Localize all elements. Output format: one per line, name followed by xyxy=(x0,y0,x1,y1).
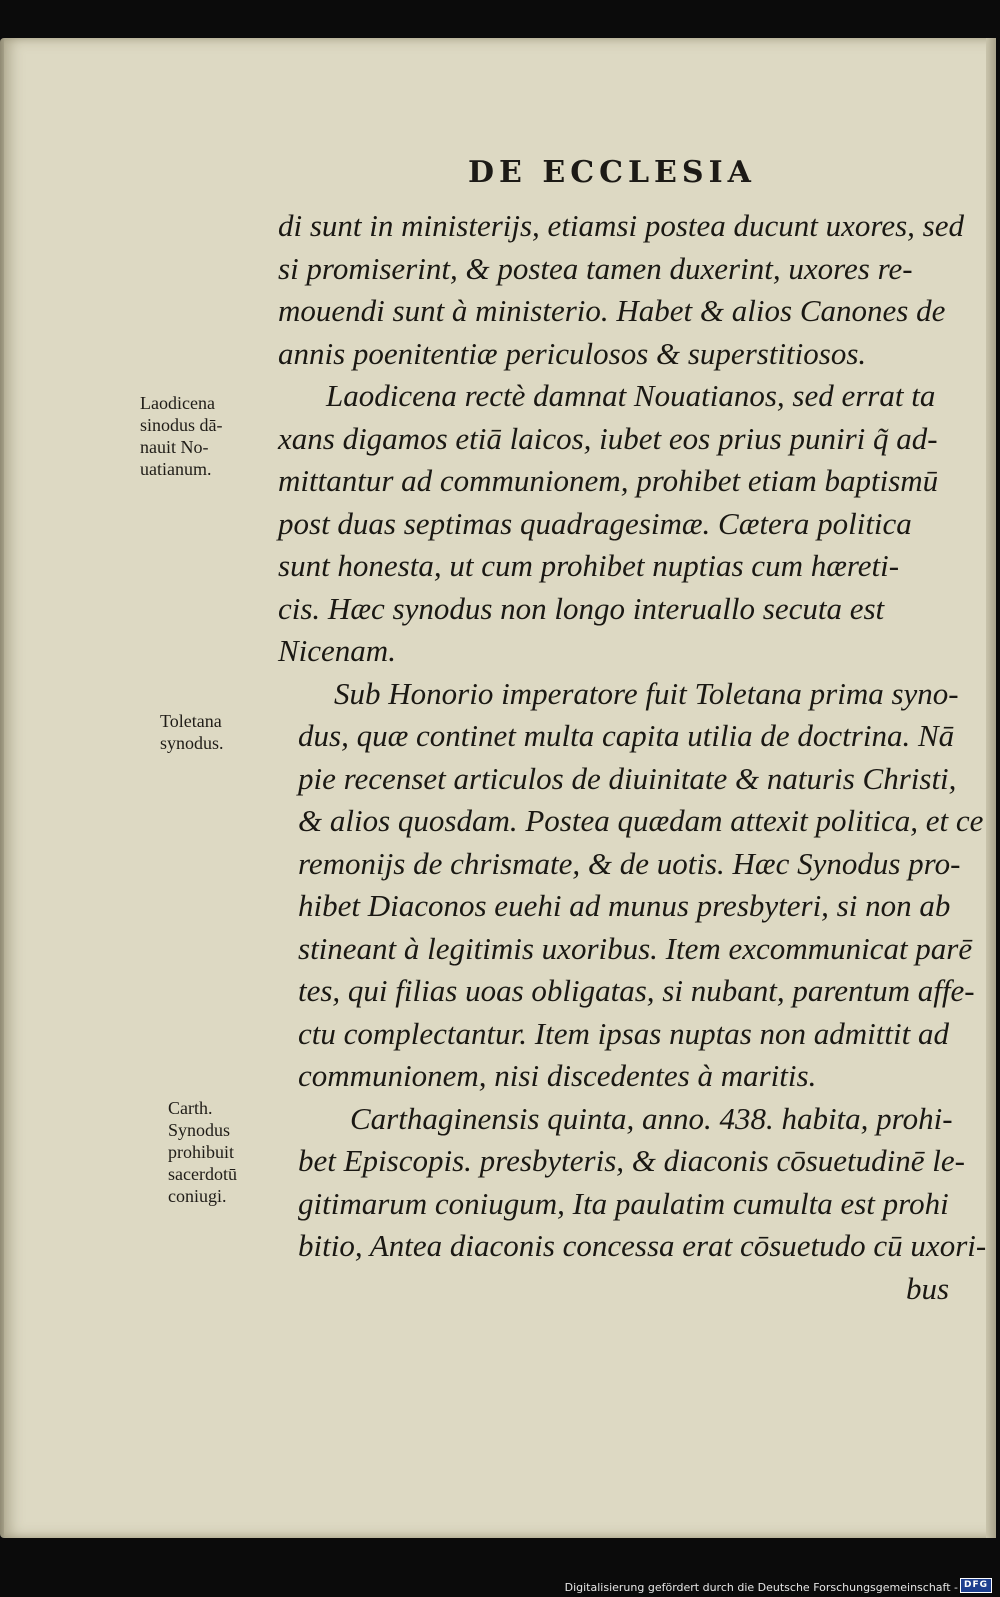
text-line: dus, quæ continet multa capita utilia de doctrina. Nā xyxy=(298,718,955,753)
margin-note-line: Carth. xyxy=(168,1098,213,1118)
text-line: Sub Honorio imperatore fuit Toletana prima syno- xyxy=(334,675,959,711)
text-line: cis. Hæc synodus non longo interuallo secuta est xyxy=(278,590,885,626)
text-line: bus xyxy=(906,1270,950,1306)
text-line: pie recenset articulos de diuinitate & naturis Christi, xyxy=(298,760,957,796)
text-line: communionem, nisi discedentes à maritis. xyxy=(298,1058,817,1093)
text-line: mouendi sunt à ministerio. Habet & alios Canones de xyxy=(278,293,946,328)
text-line: xans digamos etiā laicos, iubet eos prius puniri q̃ ad- xyxy=(278,420,938,456)
text-line: ctu complectantur. Item ipsas nuptas non admittit ad xyxy=(298,1015,949,1051)
margin-note-line: prohibuit xyxy=(168,1142,234,1162)
margin-note-line: uatianum. xyxy=(140,459,212,479)
margin-note-laodicena xyxy=(140,392,278,480)
margin-note-line: Synodus xyxy=(168,1120,231,1140)
text-line: di sunt in ministerijs, etiamsi postea ducunt uxores, sed xyxy=(278,208,964,243)
text-line: hibet Diaconos euehi ad munus presbyteri, si non ab xyxy=(298,888,951,923)
running-head: DE ECCLESIA xyxy=(468,155,756,190)
text-line: annis poenitentiæ periculosos & superstitiosos. xyxy=(278,335,867,371)
margin-note-line: Toletana xyxy=(160,711,222,731)
text-line: tes, qui filias uoas obligatas, si nubant, parentum affe- xyxy=(298,973,975,1008)
text-line: bet Episcopis. presbyteris, & diaconis cōsuetudinē le- xyxy=(298,1143,965,1178)
text-line: mittantur ad communionem, prohibet etiam baptismū xyxy=(278,463,939,498)
dfg-logo-icon: DFG xyxy=(960,1578,992,1593)
main-text-block xyxy=(278,205,987,1310)
margin-note-line: coniugi. xyxy=(168,1186,227,1206)
text-line: sunt honesta, ut cum prohibet nuptias cum hæreti- xyxy=(278,548,900,583)
text-line: gitimarum coniugum, Ita paulatim cumulta est prohi xyxy=(298,1185,949,1221)
text-line: si promiserint, & postea tamen duxerint, uxores re- xyxy=(278,250,913,286)
text-line: post duas septimas quadragesimæ. Cætera politica xyxy=(278,505,912,541)
margin-note-carth xyxy=(168,1097,306,1207)
margin-note-line: nauit No- xyxy=(140,437,209,457)
margin-note-line: sacerdotū xyxy=(168,1164,237,1184)
text-line: Nicenam. xyxy=(278,633,396,668)
margin-note-line: Laodicena xyxy=(140,393,215,413)
text-line: stineant à legitimis uxoribus. Item excommunicat parē xyxy=(298,930,973,966)
text-line: Carthaginensis quinta, anno. 438. habita, prohi- xyxy=(350,1100,953,1136)
footer-credit: Digitalisierung gefördert durch die Deutsche Forschungsgemeinschaft - xyxy=(564,1581,958,1594)
page-right-edge xyxy=(986,38,996,1538)
text-line: & alios quosdam. Postea quædam attexit politica, et ce xyxy=(298,803,984,838)
text-line: remonijs de chrismate, & de uotis. Hæc Synodus pro- xyxy=(298,845,961,881)
text-line: bitio, Antea diaconis concessa erat cōsuetudo cū uxori- xyxy=(298,1228,987,1263)
text-line: Laodicena rectè damnat Nouatianos, sed errat ta xyxy=(326,378,936,413)
footer-bar xyxy=(0,1575,1000,1597)
margin-note-line: synodus. xyxy=(160,733,224,753)
margin-note-toletana xyxy=(160,710,298,754)
margin-note-line: sinodus dā- xyxy=(140,415,223,435)
